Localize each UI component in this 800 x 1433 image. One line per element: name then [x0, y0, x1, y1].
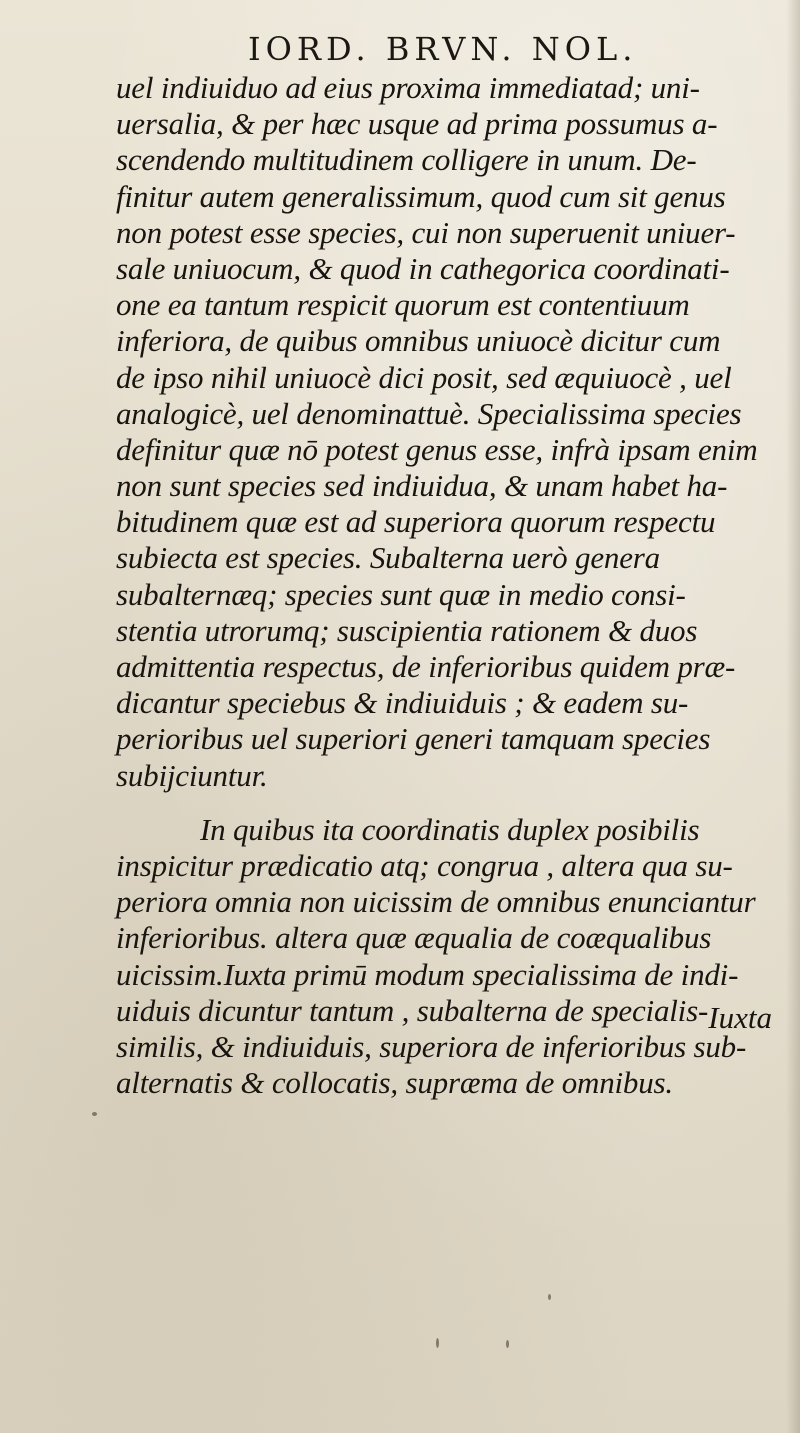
- text-line: dicantur speciebus & indiuiduis ; & eadem su-: [116, 685, 689, 721]
- catchword: Iuxta: [708, 1000, 772, 1035]
- text-line: periora omnia non uicissim de omnibus enunciantur: [116, 884, 756, 920]
- text-line: subalternæq; species sunt quæ in medio consi-: [116, 576, 686, 612]
- text-line: stentia utrorumq; suscipientia rationem & duos: [116, 612, 698, 648]
- text-line: bitudinem quæ est ad superiora quorum respectu: [116, 504, 716, 540]
- paper-speck: [506, 1340, 509, 1348]
- text-line: perioribus uel superiori generi tamquam species: [116, 721, 711, 757]
- paper-speck: [92, 1112, 97, 1116]
- text-line: similis, & indiuiduis, superiora de inferioribus sub-: [116, 1028, 747, 1064]
- text-line: inspicitur prædicatio atq; congrua , altera qua su-: [116, 847, 733, 883]
- text-line: subijciuntur.: [116, 757, 268, 793]
- text-line: one ea tantum respicit quorum est contentiuum: [116, 287, 690, 323]
- page-edge-shadow: [786, 0, 800, 1433]
- text-line: finitur autem generalissimum, quod cum sit genus: [116, 178, 726, 214]
- paragraph-start-line: In quibus ita coordinatis duplex posibilis: [200, 811, 700, 847]
- text-line: sale uniuocum, & quod in cathegorica coordinati-: [116, 250, 730, 286]
- running-head: IORD. BRVN. NOL.: [248, 30, 638, 68]
- text-line: uicissim.Iuxta primū modum specialissima de indi-: [116, 956, 739, 992]
- text-line: admittentia respectus, de inferioribus quidem præ-: [116, 649, 736, 684]
- body-text: [116, 70, 792, 1101]
- text-line: uel indiuiduo ad eius proxima immediatad; uni-: [116, 70, 700, 105]
- text-line: inferiora, de quibus omnibus uniuocè dicitur cum: [116, 323, 721, 359]
- text-line: uersalia, & per hæc usque ad prima possumus a-: [116, 106, 718, 142]
- text-line: scendendo multitudinem colligere in unum. De-: [116, 142, 697, 178]
- paper-speck: [548, 1294, 551, 1300]
- text-line: uiduis dicuntur tantum , subalterna de specialis-: [116, 992, 709, 1028]
- text-line: non potest esse species, cui non superuenit uniuer-: [116, 214, 736, 250]
- text-line: analogicè, uel denominattuè. Specialissima species: [116, 395, 742, 431]
- text-line: inferioribus. altera quæ æqualia de coæqualibus: [116, 920, 712, 956]
- text-line: subiecta est species. Subalterna uerò genera: [116, 540, 660, 576]
- text-line: de ipso nihil uniuocè dici posit, sed æquiuocè , uel: [116, 359, 732, 395]
- paper-speck: [436, 1338, 439, 1348]
- text-line: definitur quæ nō potest genus esse, infrà ipsam enim: [116, 431, 758, 467]
- text-line: non sunt species sed indiuidua, & unam habet ha-: [116, 468, 728, 504]
- text-line: alternatis & collocatis, supræma de omnibus.: [116, 1065, 673, 1101]
